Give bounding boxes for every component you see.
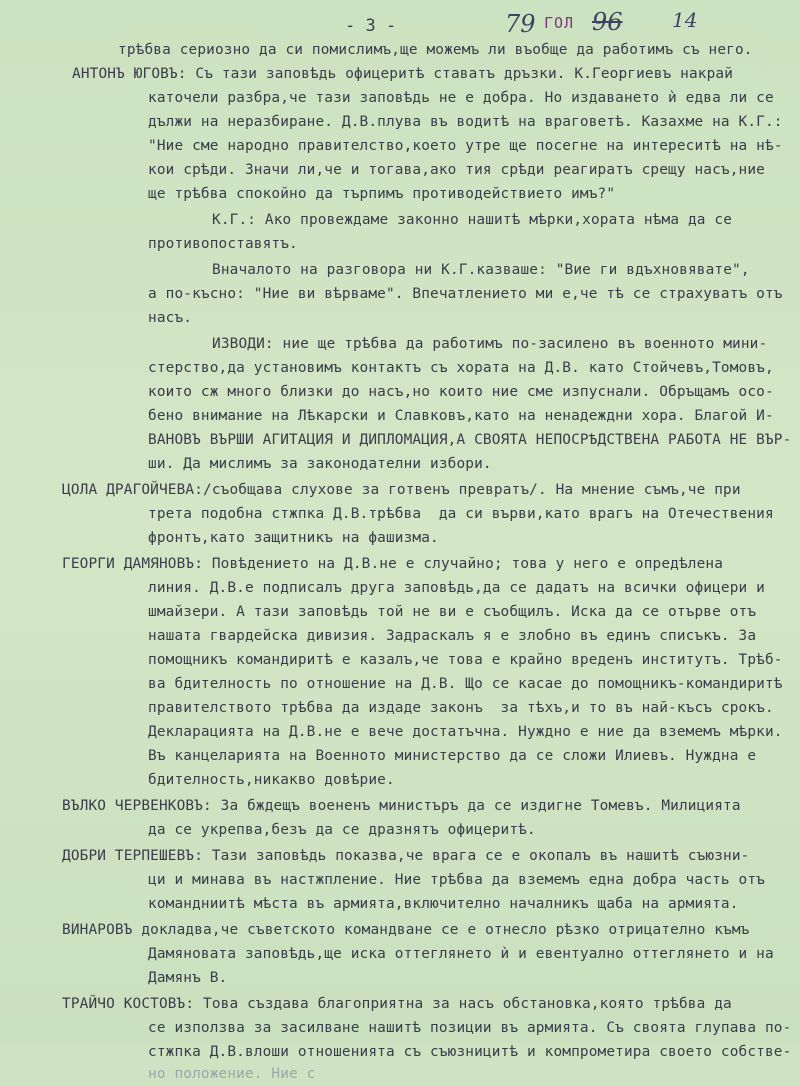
handwritten-struck-number: 96	[592, 8, 623, 36]
text-line: К.Г.: Ако провеждаме законно нашитѣ мѣрки,хората нѣма да се	[212, 212, 733, 228]
text-line: насъ.	[148, 310, 193, 326]
text-line: дължи на неразбиране. Д.В.плува въ водитѣ на враговетѣ. Казахме на К.Г.:	[148, 114, 783, 130]
text-line: трета подобна стжпка Д.В.трѣбва да си върви,като врагъ на Отечествения	[148, 506, 774, 522]
text-line: които сж много близки до насъ,но които ние сме изпуснали. Обръщамъ осо-	[148, 384, 774, 400]
text-line: ГЕОРГИ ДАМЯНОВЪ: Повѣдението на Д.В.не е случайно; това у него е опредѣлена	[62, 556, 724, 572]
handwritten-folio-number: 79	[505, 10, 536, 38]
page-number: - 3 -	[345, 16, 397, 36]
text-line: ще трѣбва спокойно да търпимъ противодействието имъ?"	[148, 186, 616, 202]
text-line: Дамяновата заповѣдь,ще иска оттеглянето ѝ и евентуално оттеглянето и на	[148, 946, 774, 962]
text-line: линия. Д.В.е подписалъ друга заповѣдь,да се дадатъ на всички офицери и	[148, 580, 765, 596]
text-line: ТРАЙЧО КОСТОВЪ: Това създава благоприятна за насъ обстановка,която трѣбва да	[62, 996, 732, 1012]
text-line: бдителность,никакво довѣрие.	[148, 772, 395, 788]
text-line: ДОБРИ ТЕРПЕШЕВЪ: Тази заповѣдь показва,че врага се е окопалъ въ нашитѣ съюзни-	[62, 848, 750, 864]
text-line-faded: но положение. Ние с	[148, 1066, 316, 1082]
text-line: шмайзери. А тази заповѣдь той не ви е съобщилъ. Иска да се отърве отъ	[148, 604, 757, 620]
text-line: бено внимание на Лѣкарски и Славковъ,като на ненадеждни хора. Благой И-	[148, 408, 774, 424]
text-line: ВАНОВЪ ВЪРШИ АГИТАЦИЯ И ДИПЛОМАЦИЯ,А СВОЯТА НЕПОСРѢДСТВЕНА РАБОТА НЕ ВЪР-	[148, 432, 792, 448]
text-line: да се укрепва,безъ да се дразнятъ офицеритѣ.	[148, 822, 536, 838]
text-line: ЦОЛА ДРАГОЙЧЕВА:/съобщава слухове за готвенъ превратъ/. На мнение съмъ,че при	[62, 482, 741, 498]
text-line: кои срѣди. Значи ли,че и тогава,ако тия срѣди реагиратъ срещу насъ,ние	[148, 162, 765, 178]
text-line: правителството трѣбва да издаде законъ за тѣхъ,и то въ най-късъ срокъ.	[148, 700, 774, 716]
text-line: нашата гвардейска дивизия. Задраскалъ я е злобно въ единъ списъкъ. За	[148, 628, 757, 644]
text-line: а по-късно: "Ние ви вѣрваме". Впечатлението ми е,че тѣ се страхуватъ отъ	[148, 286, 783, 302]
handwritten-sheet-number: 14	[672, 8, 698, 32]
text-line: противопоставятъ.	[148, 236, 298, 252]
text-line: Въ канцеларията на Военното министерство да се сложи Илиевъ. Нуждна е	[148, 748, 757, 764]
text-line: командниитѣ мѣста въ армията,включително началникъ щаба на армията.	[148, 896, 739, 912]
text-line: фронтъ,като защитникъ на фашизма.	[148, 530, 439, 546]
text-line: ВЪЛКО ЧЕРВЕНКОВЪ: За бждещъ воененъ министъръ да се издигне Томевъ. Милицията	[62, 798, 741, 814]
archive-stamp: ГОЛ	[544, 14, 575, 32]
text-line: ва бдителность по отношение на Д.В. Що се касае до помощникъ-командиритѣ	[148, 676, 783, 692]
text-line: каточели разбра,че тази заповѣдь не е добра. Но издаването ѝ едва ли се	[148, 90, 774, 106]
text-line: стерство,да установимъ контактъ съ хората на Д.В. като Стойчевъ,Томовъ,	[148, 360, 774, 376]
text-line: "Ние сме народно правителство,което утре ще посегне на интереситѣ на нѣ-	[148, 138, 783, 154]
text-line: ши. Да мислимъ за законодателни избори.	[148, 456, 492, 472]
text-line: ВИНАРОВЪ докладва,че съветското командване се е отнесло рѣзко отрицателно къмъ	[62, 922, 750, 938]
text-line: ци и минава въ настжпление. Ние трѣбва да вземемъ една добра часть отъ	[148, 872, 765, 888]
text-line: Вначалото на разговора ни К.Г.казваше: "Вие ги вдъхновявате",	[212, 262, 750, 278]
text-line: стжпка Д.В.влоши отношенията съ съюзницитѣ и компрометира своето собстве-	[148, 1044, 792, 1060]
text-line: АНТОНЪ ЮГОВЪ: Съ тази заповѣдь офицеритѣ ставатъ дръзки. К.Георгиевъ накрай	[72, 66, 734, 82]
text-line: ИЗВОДИ: ние ще трѣбва да работимъ по-засилено въ военното мини-	[212, 336, 768, 352]
text-line: трѣбва сериозно да си помислимъ,ще можемъ ли въобще да работимъ съ него.	[118, 42, 753, 58]
text-line: помощникъ командиритѣ е казалъ,че това е крайно вреденъ институтъ. Трѣб-	[148, 652, 783, 668]
text-line: Декларацията на Д.В.не е вече достатъчна. Нуждно е ние да вземемъ мѣрки.	[148, 724, 783, 740]
text-line: Дамянъ В.	[148, 970, 228, 986]
text-line: се използва за засилване нашитѣ позиции въ армията. Съ своята глупава по-	[148, 1020, 792, 1036]
